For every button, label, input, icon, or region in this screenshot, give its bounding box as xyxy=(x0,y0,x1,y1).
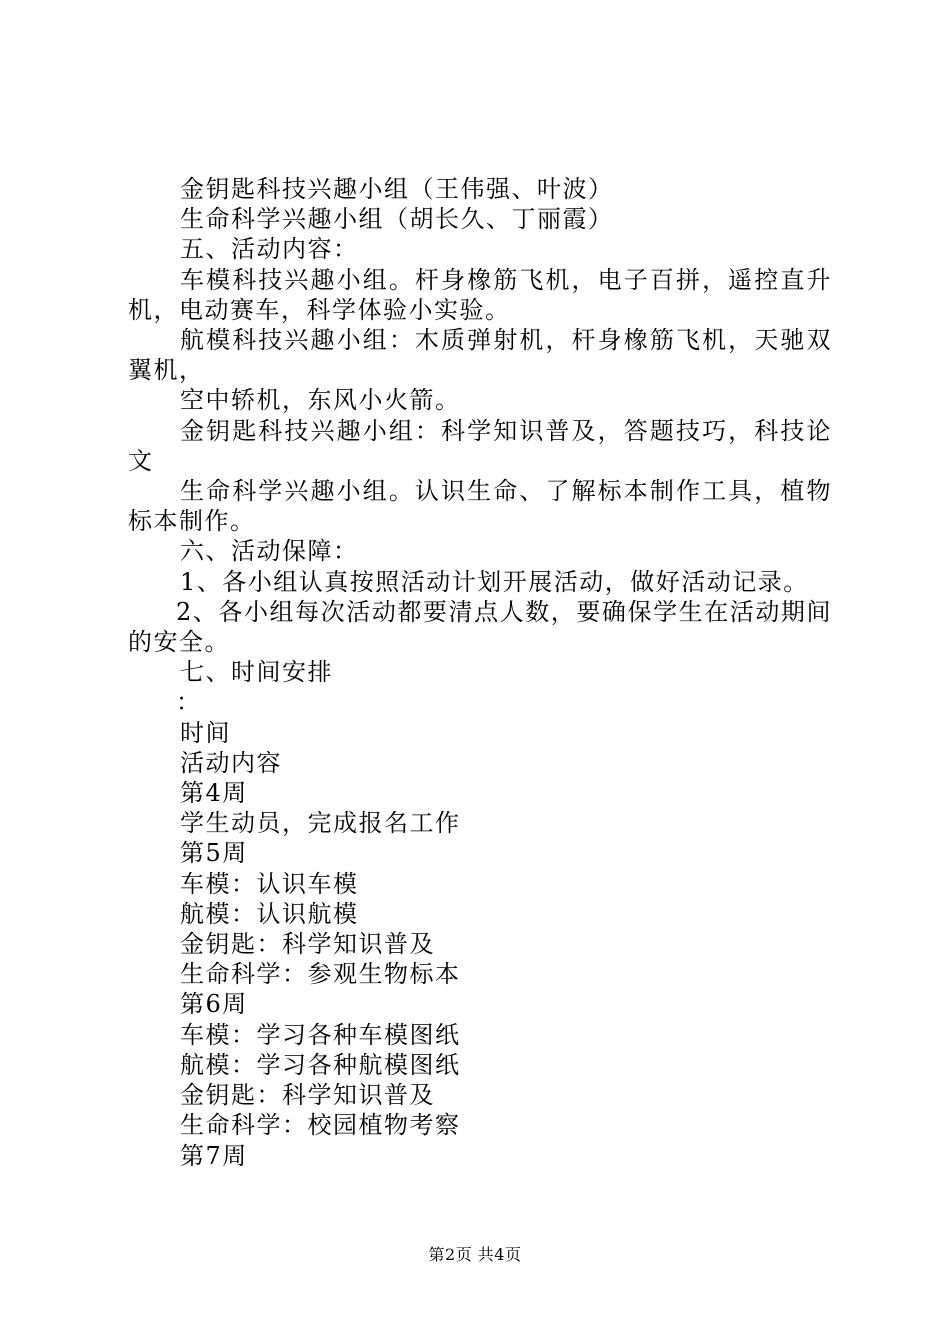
schedule-week-6: 第6周 xyxy=(180,990,248,1019)
schedule-week-5-life-science: 生命科学：参观生物标本 xyxy=(180,960,461,989)
paragraph-car-model-group: 车模科技兴趣小组。杆身橡筋飞机，电子百拼，遥控直升机，电动赛车，科学体验小实验。 xyxy=(128,265,832,324)
schedule-week-7: 第7周 xyxy=(180,1141,248,1170)
section-heading-activity-content: 五、活动内容： xyxy=(180,235,359,264)
schedule-week-6-aircraft: 航模：学习各种航模图纸 xyxy=(180,1050,461,1079)
guarantee-item-2: 2、各小组每次活动都要清点人数，要确保学生在活动期间的安全。 xyxy=(128,597,832,657)
group-leaders-life-science: 生命科学兴趣小组（胡长久、丁丽霞） xyxy=(180,205,614,234)
guarantee-item-1: 1、各小组认真按照活动计划开展活动，做好活动记录。 xyxy=(180,567,809,596)
schedule-header-content: 活动内容 xyxy=(180,748,282,777)
paragraph-aircraft-model-continued: 空中轿机，东风小火箭。 xyxy=(180,386,461,415)
schedule-week-6-life-science: 生命科学：校园植物考察 xyxy=(180,1111,461,1140)
schedule-week-6-golden-key: 金钥匙：科学知识普及 xyxy=(180,1081,435,1110)
schedule-week-5-car: 车模：认识车模 xyxy=(180,869,359,898)
schedule-week-6-car: 车模：学习各种车模图纸 xyxy=(180,1020,461,1049)
paragraph-golden-key-group: 金钥匙科技兴趣小组：科学知识普及，答题技巧，科技论文 xyxy=(128,416,832,475)
document-body xyxy=(128,174,832,1171)
schedule-colon: ： xyxy=(176,688,202,717)
schedule-week-5: 第5周 xyxy=(180,839,248,868)
page-number-footer: 第2页 共4页 xyxy=(428,1245,522,1264)
schedule-week-4-item: 学生动员，完成报名工作 xyxy=(180,809,461,838)
section-heading-activity-guarantee: 六、活动保障： xyxy=(180,537,359,566)
section-heading-schedule: 七、时间安排 xyxy=(180,658,333,687)
schedule-week-5-aircraft: 航模：认识航模 xyxy=(180,899,359,928)
group-leaders-golden-key: 金钥匙科技兴趣小组（王伟强、叶波） xyxy=(180,175,614,203)
schedule-header-time: 时间 xyxy=(180,718,231,747)
schedule-week-4: 第4周 xyxy=(180,779,248,808)
paragraph-aircraft-model-group: 航模科技兴趣小组：木质弹射机，杆身橡筋飞机，天驰双翼机， xyxy=(128,326,832,385)
paragraph-life-science-group: 生命科学兴趣小组。认识生命、了解标本制作工具，植物标本制作。 xyxy=(128,477,832,536)
schedule-week-5-golden-key: 金钥匙：科学知识普及 xyxy=(180,930,435,959)
